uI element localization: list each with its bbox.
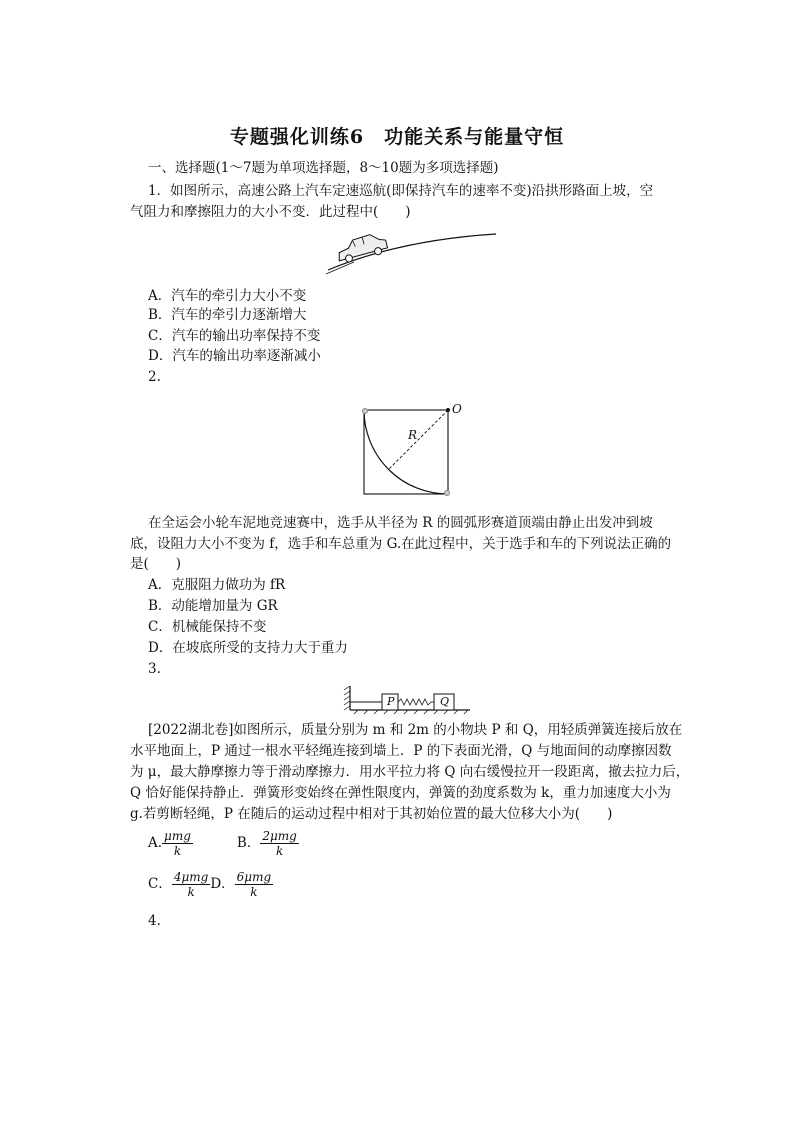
q1-option-c: C．汽车的输出功率保持不变: [148, 328, 321, 344]
q3-option-a-numerator: μmg: [164, 829, 191, 843]
q1-option-d: D．汽车的输出功率逐渐减小: [148, 348, 321, 364]
q2-stem-line1: 在全运会小轮车泥地竞速赛中，选手从半径为 R 的圆弧形赛道顶端由静止出发冲到坡: [148, 515, 653, 531]
page-title: 专题强化训练6 功能关系与能量守恒: [229, 126, 565, 148]
q3-option-b-numerator: 2μmg: [262, 829, 297, 843]
q3-option-a-fraction: [162, 829, 193, 858]
q3-option-c-numerator: 4μmg: [173, 870, 209, 884]
q3-option-row-ab: [148, 829, 299, 863]
q3-option-b-label: B．: [236, 835, 261, 851]
q1-option-a: A．汽车的牵引力大小不变: [148, 288, 307, 304]
q2-stem-line3: 是( ): [130, 556, 182, 572]
q3-stem-line5: g.若剪断轻绳，P 在随后的运动过程中相对于其初始位置的最大位移大小为( ): [130, 806, 613, 822]
q3-option-a-label: A.: [148, 835, 163, 851]
q4-number: 4.: [148, 913, 161, 929]
q3-number: 3.: [148, 661, 161, 677]
q2-option-b: B．动能增加量为 GR: [148, 598, 278, 614]
q3-label-p: P: [387, 695, 395, 708]
q1-stem-line1: 1．如图所示，高速公路上汽车定速巡航(即保持汽车的速率不变)沿拱形路面上坡，空: [148, 183, 654, 199]
q2-label-o: O: [452, 402, 462, 416]
q3-option-a-denominator: k: [173, 844, 182, 858]
q1-option-b: B．汽车的牵引力逐渐增大: [148, 307, 307, 323]
q3-stem-line3: 为 μ，最大静摩擦力等于滑动摩擦力．用水平拉力将 Q 向右缓慢拉开一段距离，撤去拉力后，: [130, 764, 690, 780]
q3-spring-blocks-figure: [342, 684, 472, 714]
q3-option-d-label: D．: [210, 876, 235, 892]
q3-option-c-label: C．: [148, 876, 172, 892]
q2-option-c: C．机械能保持不变: [148, 619, 267, 635]
q2-label-r: R: [408, 428, 418, 442]
section-heading: 一、选择题(1～7题为单项选择题，8～10题为多项选择题): [148, 160, 499, 176]
q3-option-c-fraction: [172, 870, 211, 899]
q3-option-d-fraction: [235, 870, 274, 899]
q3-option-d-denominator: k: [250, 885, 258, 899]
q2-option-d: D．在坡底所受的支持力大于重力: [148, 640, 348, 656]
q3-option-b-fraction: [260, 829, 299, 858]
q1-car-on-hill-figure: [320, 228, 500, 276]
q1-stem-line2: 气阻力和摩擦阻力的大小不变．此过程中( ): [130, 204, 411, 220]
q2-number: 2.: [148, 369, 161, 385]
q3-option-b-denominator: k: [275, 844, 284, 858]
q3-stem-line4: Q 恰好能保持静止．弹簧形变始终在弹性限度内，弹簧的劲度系数为 k，重力加速度大小为: [130, 785, 671, 801]
q3-stem-line2: 水平地面上，P 通过一根水平轻绳连接到墙上．P 的下表面光滑，Q 与地面间的动摩擦因数: [130, 743, 672, 759]
q2-option-a: A．克服阻力做功为 fR: [148, 577, 286, 593]
q3-stem-line1: [2022湖北卷]如图所示，质量分别为 m 和 2m 的小物块 P 和 Q，用轻质弹簧连接后放在: [148, 722, 683, 738]
q3-label-q: Q: [440, 695, 450, 708]
q3-option-row-cd: [148, 870, 273, 904]
q3-option-d-numerator: 6μmg: [236, 870, 272, 884]
q3-option-c-denominator: k: [187, 885, 195, 899]
q2-stem-line2: 底，设阻力大小不变为 f，选手和车总重为 G.在此过程中，关于选手和车的下列说法正确的: [130, 536, 672, 552]
